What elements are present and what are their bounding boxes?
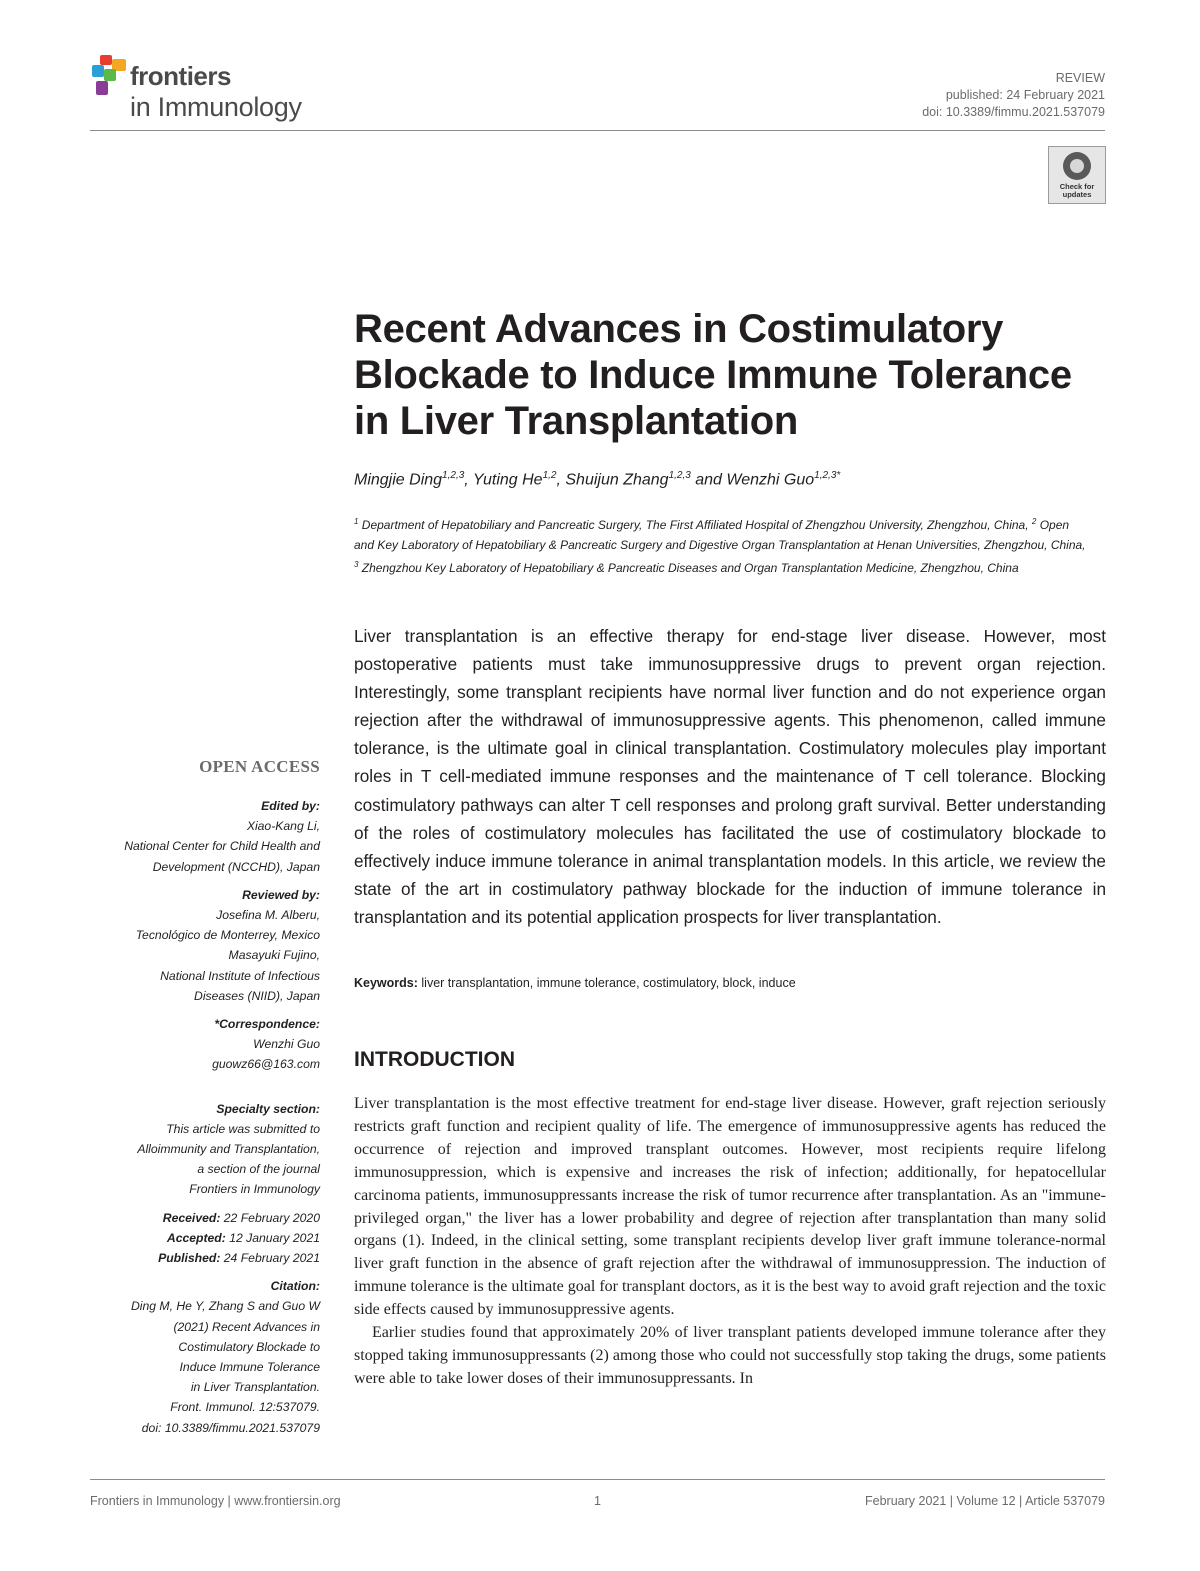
correspondence-block xyxy=(90,1014,320,1075)
citation-line: Induce Immune Tolerance xyxy=(179,1360,320,1375)
author-name[interactable]: Shuijun Zhang xyxy=(565,471,669,489)
author-affiliation-marker: 1,2,3 xyxy=(668,470,691,481)
keywords-list: liver transplantation, immune tolerance, costimulatory, block, induce xyxy=(421,976,796,990)
crossmark-label-2: updates xyxy=(1062,190,1092,199)
citation-line: (2021) Recent Advances in xyxy=(173,1319,320,1334)
specialty-section-block xyxy=(90,1099,320,1200)
author-list xyxy=(354,470,1114,489)
specialty-line: Frontiers in Immunology xyxy=(189,1182,320,1197)
citation-block xyxy=(90,1276,320,1438)
editor-line: National Center for Child Health and xyxy=(124,839,320,854)
received-date: Received: 22 February 2020 xyxy=(162,1210,320,1225)
citation-line: doi: 10.3389/fimmu.2021.537079 xyxy=(141,1420,320,1435)
author-name[interactable]: Mingjie Ding xyxy=(354,471,443,489)
check-for-updates-badge[interactable] xyxy=(1048,146,1106,204)
editor-line: Development (NCCHD), Japan xyxy=(152,859,320,874)
crossmark-label-1: Check for xyxy=(1059,182,1095,191)
frontiers-logo-icon xyxy=(90,55,130,97)
author-affiliation-marker: 1,2,3 xyxy=(442,470,465,481)
affiliation-number: 1 xyxy=(354,517,359,526)
affiliations xyxy=(354,512,1089,578)
specialty-line: This article was submitted to xyxy=(166,1121,320,1136)
keywords xyxy=(354,976,1106,990)
keywords-label: Keywords: xyxy=(354,976,418,990)
dates-block xyxy=(90,1208,320,1269)
footer-issue-info: February 2021 | Volume 12 | Article 537079 xyxy=(865,1494,1105,1508)
reviewed-by-block xyxy=(90,885,320,1006)
correspondence-line: guowz66@163.com xyxy=(212,1057,320,1072)
article-type: REVIEW xyxy=(1055,71,1105,85)
reviewed-by-label: Reviewed by: xyxy=(242,887,320,902)
author-name[interactable]: Yuting He xyxy=(472,471,543,489)
citation-label: Citation: xyxy=(270,1279,320,1294)
journal-logo-line2: in Immunology xyxy=(130,92,302,122)
author-separator: and xyxy=(690,471,727,489)
affiliation-number: 3 xyxy=(354,560,359,569)
reviewer-line: Diseases (NIID), Japan xyxy=(194,988,320,1003)
edited-by-block xyxy=(90,796,320,877)
published-date-sidebar: Published: 24 February 2021 xyxy=(158,1251,320,1266)
author-affiliation-marker: 1,2,3* xyxy=(814,470,841,481)
specialty-line: a section of the journal xyxy=(197,1162,320,1177)
reviewer-line: Josefina M. Alberu, xyxy=(216,908,320,923)
footer-divider xyxy=(90,1479,1105,1480)
affiliation-text: Open and Key Laboratory of Hepatobiliary & Pancreatic Surgery and Digestive Organ Transplantation at Henan Universities, Zhengzhou, China, xyxy=(354,518,1086,552)
section-heading-introduction: INTRODUCTION xyxy=(354,1048,515,1071)
article-sidebar xyxy=(90,756,320,1446)
article-meta-header xyxy=(922,70,1105,121)
citation-line: Front. Immunol. 12:537079. xyxy=(170,1400,320,1415)
header-divider xyxy=(90,130,1105,131)
open-access-label: OPEN ACCESS xyxy=(199,757,320,776)
reviewer-line: Tecnológico de Monterrey, Mexico xyxy=(135,928,320,943)
doi-link[interactable]: doi: 10.3389/fimmu.2021.537079 xyxy=(922,105,1105,119)
author-separator: , xyxy=(464,471,473,489)
abstract: Liver transplantation is an effective therapy for end-stage liver disease. However, most postoperative patients must take immunosuppressive drugs to prevent organ rejection. Interestingly, some transplant recipients have normal liver function and do not experience organ rejection after the withdrawal of immunosuppressive agents. This phenomenon, called immune tolerance, is the ultimate goal in clinical transplantation. Costimulatory molecules play important roles in T cell-mediated immune responses and the maintenance of T cell tolerance. Blocking costimulatory pathways can alter T cell responses and prolong graft survival. Better understanding of the roles of costimulatory molecules has facilitated the use of costimulatory blockade to effectively induce immune tolerance in animal transplantation models. In this article, we review the state of the art in costimulatory pathway blockade for the induction of immune tolerance in transplantation and its potential application prospects for liver transplantation. xyxy=(354,626,1106,927)
intro-paragraph-2: Earlier studies found that approximately 20% of liver transplant patients developed immune tolerance after they stopped taking immunosuppressants (2) among those who could not successfully stop taking the drugs, some patients were able to take lower doses of their immunosuppressants. In xyxy=(354,1324,1106,1387)
reviewer-line: Masayuki Fujino, xyxy=(228,948,320,963)
intro-paragraph-1: Liver transplantation is the most effective treatment for end-stage liver disease. However, graft rejection seriously restricts graft function and recipient quality of life. The emergence of immunosuppressive agents has reduced the occurrence of rejection and improved transplant outcomes. However, most recipients require lifelong immunosuppression, which is expensive and increases the risk of infection; additionally, for hepatocellular carcinoma patients, immunosuppressants increase the risk of tumor recurrence after transplantation. As an "immune-privileged organ," the liver has a lower probability and degree of rejection after transplantation than many solid organs (1). Indeed, in the clinical setting, some transplant recipients develop liver graft immune tolerance-normal liver graft function in the absence of graft rejection after the withdrawal of immunosuppression. The induction of immune tolerance is the ultimate goal for transplant doctors, as it is the best way to avoid graft rejection and the toxic side effects caused by immunosuppressive agents. xyxy=(354,1095,1106,1319)
accepted-date: Accepted: 12 January 2021 xyxy=(166,1230,320,1245)
citation-line: in Liver Transplantation. xyxy=(190,1380,320,1395)
author-affiliation-marker: 1,2 xyxy=(542,470,557,481)
author-separator: , xyxy=(556,471,566,489)
reviewer-line: National Institute of Infectious xyxy=(160,968,320,983)
introduction-body xyxy=(354,1093,1106,1391)
edited-by-label: Edited by: xyxy=(261,799,320,813)
crossmark-icon xyxy=(1063,152,1091,180)
page-number: 1 xyxy=(594,1494,601,1508)
published-date: published: 24 February 2021 xyxy=(945,88,1105,102)
correspondence-label: *Correspondence: xyxy=(214,1017,320,1032)
affiliation-text: Zhengzhou Key Laboratory of Hepatobiliary & Pancreatic Diseases and Organ Transplantation Medicine, Zhengzhou, China xyxy=(358,561,1019,575)
editor-line: Xiao-Kang Li, xyxy=(246,819,320,834)
affiliation-number: 2 xyxy=(1031,517,1037,526)
affiliation-text: Department of Hepatobiliary and Pancreatic Surgery, The First Affiliated Hospital of Zhengzhou University, Zhengzhou, China, xyxy=(358,518,1032,532)
citation-line: Ding M, He Y, Zhang S and Guo W xyxy=(130,1299,320,1314)
specialty-section-label: Specialty section: xyxy=(216,1101,320,1116)
author-name[interactable]: Wenzhi Guo xyxy=(726,471,815,489)
footer-journal-link[interactable]: Frontiers in Immunology | www.frontiersin.org xyxy=(90,1494,341,1508)
specialty-line: Alloimmunity and Transplantation, xyxy=(137,1142,320,1157)
citation-line: Costimulatory Blockade to xyxy=(178,1339,320,1354)
article-title: Recent Advances in Costimulatory Blockade to Induce Immune Tolerance in Liver Transplantation xyxy=(354,307,1072,443)
correspondence-line: Wenzhi Guo xyxy=(253,1037,320,1052)
journal-logo-line1: frontiers xyxy=(130,61,231,91)
